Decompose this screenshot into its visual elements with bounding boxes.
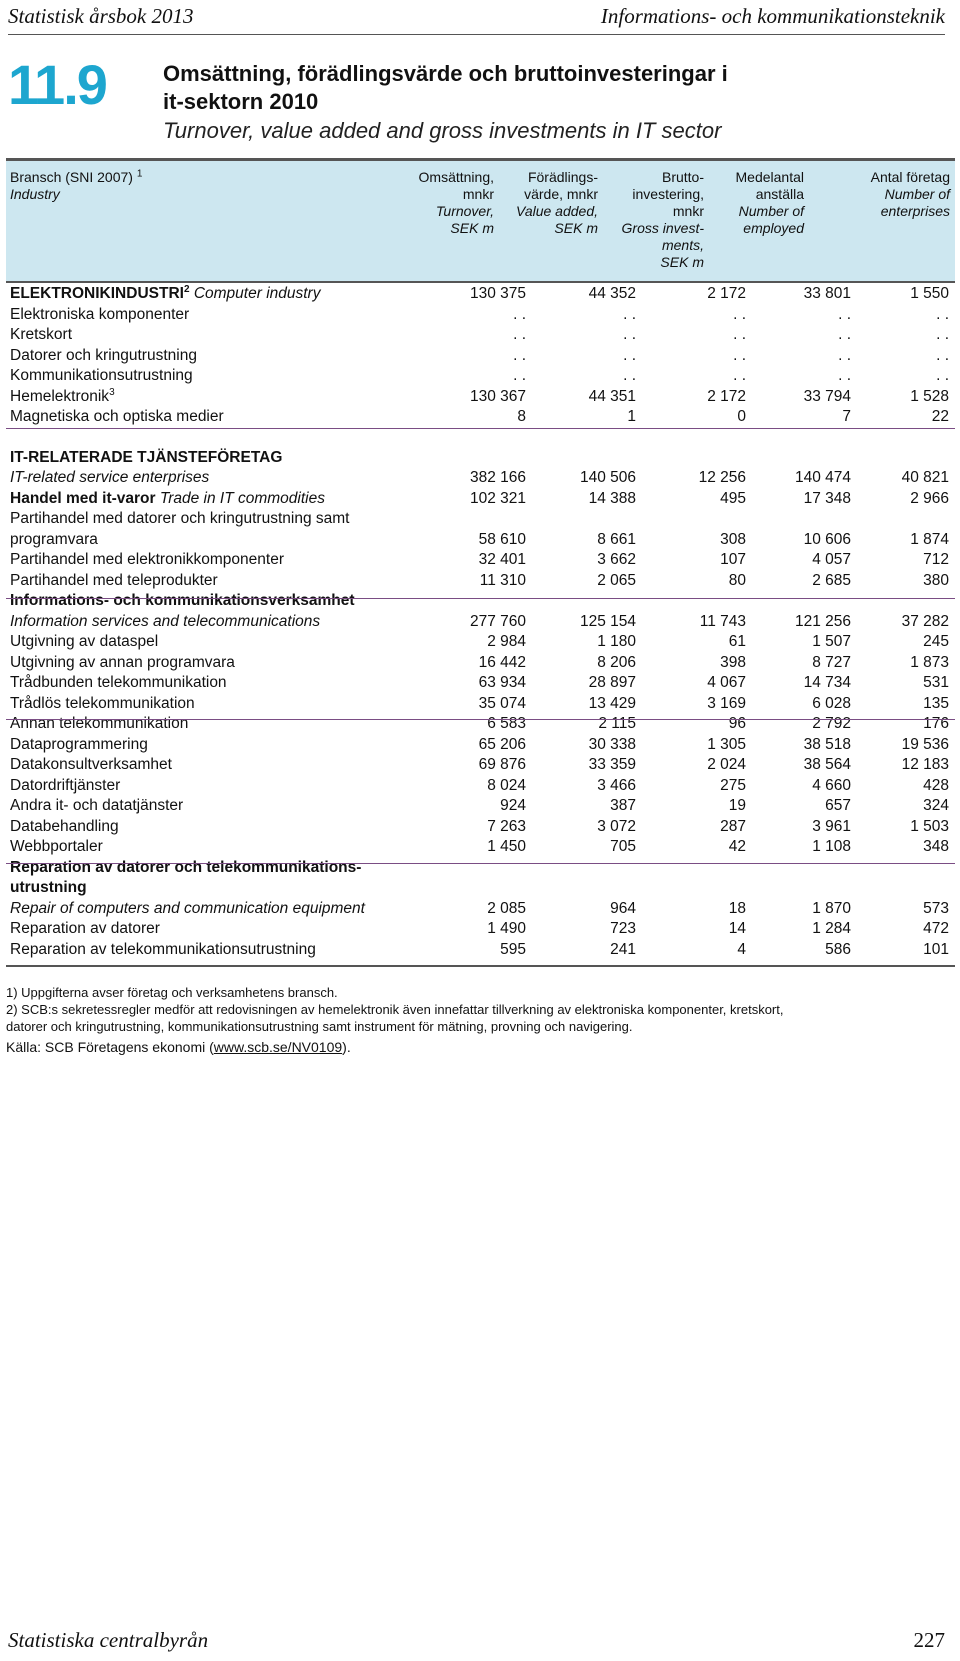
section-divider (6, 863, 955, 864)
table-row: Datakonsultverksamhet 69 876 33 359 2 024 38 564 12 183 (10, 756, 949, 773)
col-industry: Bransch (SNI 2007) $^1$ Industry (10, 168, 143, 202)
col-enterprises: Antal företag Number of enterprises (870, 169, 950, 219)
publisher: Statistiska centralbyrån (8, 1628, 209, 1652)
table-row: Kretskort . . . . . . . . . . (10, 326, 949, 343)
table-row: Hemelektronik$^3$ 130 367 44 351 2 172 33 794 1 528 (10, 386, 949, 405)
table-row: Handel med it-varor Trade in IT commodities 102 321 14 388 495 17 348 2 966 (10, 489, 949, 507)
column-header (6, 158, 955, 283)
table-row: ELEKTRONIKINDUSTRI$^2$ Computer industry 130 375 44 352 2 172 33 801 1 550 (10, 283, 949, 302)
source-link[interactable]: www.scb.se/NV0109 (213, 1039, 343, 1055)
col-value-added: Förädlings- värde, mnkr Value added, SEK m (516, 169, 598, 236)
table-spacer (6, 428, 955, 448)
table-row: Reparation av datorer och telekommunikations- (10, 858, 362, 876)
table-row: Reparation av datorer 1 490 723 14 1 284 472 (10, 920, 949, 937)
table-row: Webbportaler 1 450 705 42 1 108 348 (10, 838, 949, 855)
table-row: Partihandel med datorer och kringutrustning samt (10, 510, 350, 527)
table-row: Annan telekommunikation 6 583 2 115 96 2 792 176 (10, 715, 949, 732)
table-row: Andra it- och datatjänster 924 387 19 657 324 (10, 797, 949, 814)
page-header (8, 0, 945, 35)
chapter-title: Informations- och kommunikationsteknik (600, 4, 945, 28)
footnote-2b: datorer och kringutrustning, kommunikationsutrustning samt instrument för mätning, provning och navigering. (6, 1019, 633, 1034)
title-en: Turnover, value added and gross investments in IT sector (163, 118, 722, 143)
table-row: Reparation av telekommunikationsutrustning 595 241 4 586 101 (10, 940, 949, 958)
table-row: Informations- och kommunikationsverksamhet (10, 592, 355, 609)
table-row: Trådbunden telekommunikation 63 934 28 897 4 067 14 734 531 (10, 674, 949, 691)
page-footer (8, 1628, 945, 1654)
table-row: Utgivning av dataspel 2 984 1 180 61 1 507 245 (10, 633, 949, 650)
footnote-2a: 2) SCB:s sekretessregler medför att redovisningen av hemelektronik även innefattar tillverkning av elektroniska komponenter, kretskort, (6, 1002, 784, 1017)
yearbook-title: Statistisk årsbok 2013 (8, 4, 194, 28)
table-title (163, 60, 883, 146)
title-sv-line1: Omsättning, förädlingsvärde och bruttoinvesteringar i (163, 61, 728, 86)
source-note: Källa: SCB Företagens ekonomi (www.scb.se/NV0109). (6, 1039, 351, 1055)
table-row: Utgivning av annan programvara 16 442 8 206 398 8 727 1 873 (10, 653, 949, 671)
table-row: utrustning (10, 879, 87, 896)
table-bottom-rule (6, 965, 955, 967)
table-row: Elektroniska komponenter . . . . . . . . . . (10, 305, 949, 323)
table-row: IT-related service enterprises 382 166 140 506 12 256 140 474 40 821 (10, 469, 949, 486)
title-sv-line2: it-sektorn 2010 (163, 89, 319, 114)
table-row: Datordriftjänster 8 024 3 466 275 4 660 428 (10, 776, 949, 794)
col-gross-investments: Brutto- investering, mnkr Gross invest- ments, SEK m (621, 169, 704, 270)
table-row: Kommunikationsutrustning . . . . . . . . . . (10, 367, 949, 384)
table-row: Databehandling 7 263 3 072 287 3 961 1 503 (10, 817, 949, 835)
table-row: Information services and telecommunications 277 760 125 154 11 743 121 256 37 282 (10, 612, 949, 630)
table-row: Magnetiska och optiska medier 8 1 0 7 22 (10, 408, 949, 425)
footnote-1: 1) Uppgifterna avser företag och verksamhetens bransch. (6, 985, 338, 1000)
col-employed: Medelantal anställa Number of employed (735, 169, 804, 236)
table-row: Repair of computers and communication equipment 2 085 964 18 1 870 573 (10, 899, 949, 917)
table-row: Datorer och kringutrustning . . . . . . . . . . (10, 346, 949, 364)
table-row: Partihandel med teleprodukter 11 310 2 065 80 2 685 380 (10, 571, 949, 589)
page-number: 227 (913, 1628, 945, 1652)
table-row: IT-RELATERADE TJÄNSTEFÖRETAG (10, 448, 283, 466)
section-divider (6, 598, 955, 599)
table-row: Dataprogrammering 65 206 30 338 1 305 38 518 19 536 (10, 735, 949, 753)
table-number: 11.9 (8, 53, 106, 116)
table-body (6, 284, 955, 960)
table-row: Trådlös telekommunikation 35 074 13 429 3 169 6 028 135 (10, 694, 949, 712)
footnotes (6, 984, 946, 1056)
section-divider (6, 719, 955, 720)
col-turnover: Omsättning, mnkr Turnover, SEK m (418, 169, 494, 236)
section-divider (6, 428, 955, 429)
table-row: Partihandel med elektronikkomponenter 32 401 3 662 107 4 057 712 (10, 551, 949, 568)
table-row: programvara 58 610 8 661 308 10 606 1 874 (10, 530, 949, 548)
